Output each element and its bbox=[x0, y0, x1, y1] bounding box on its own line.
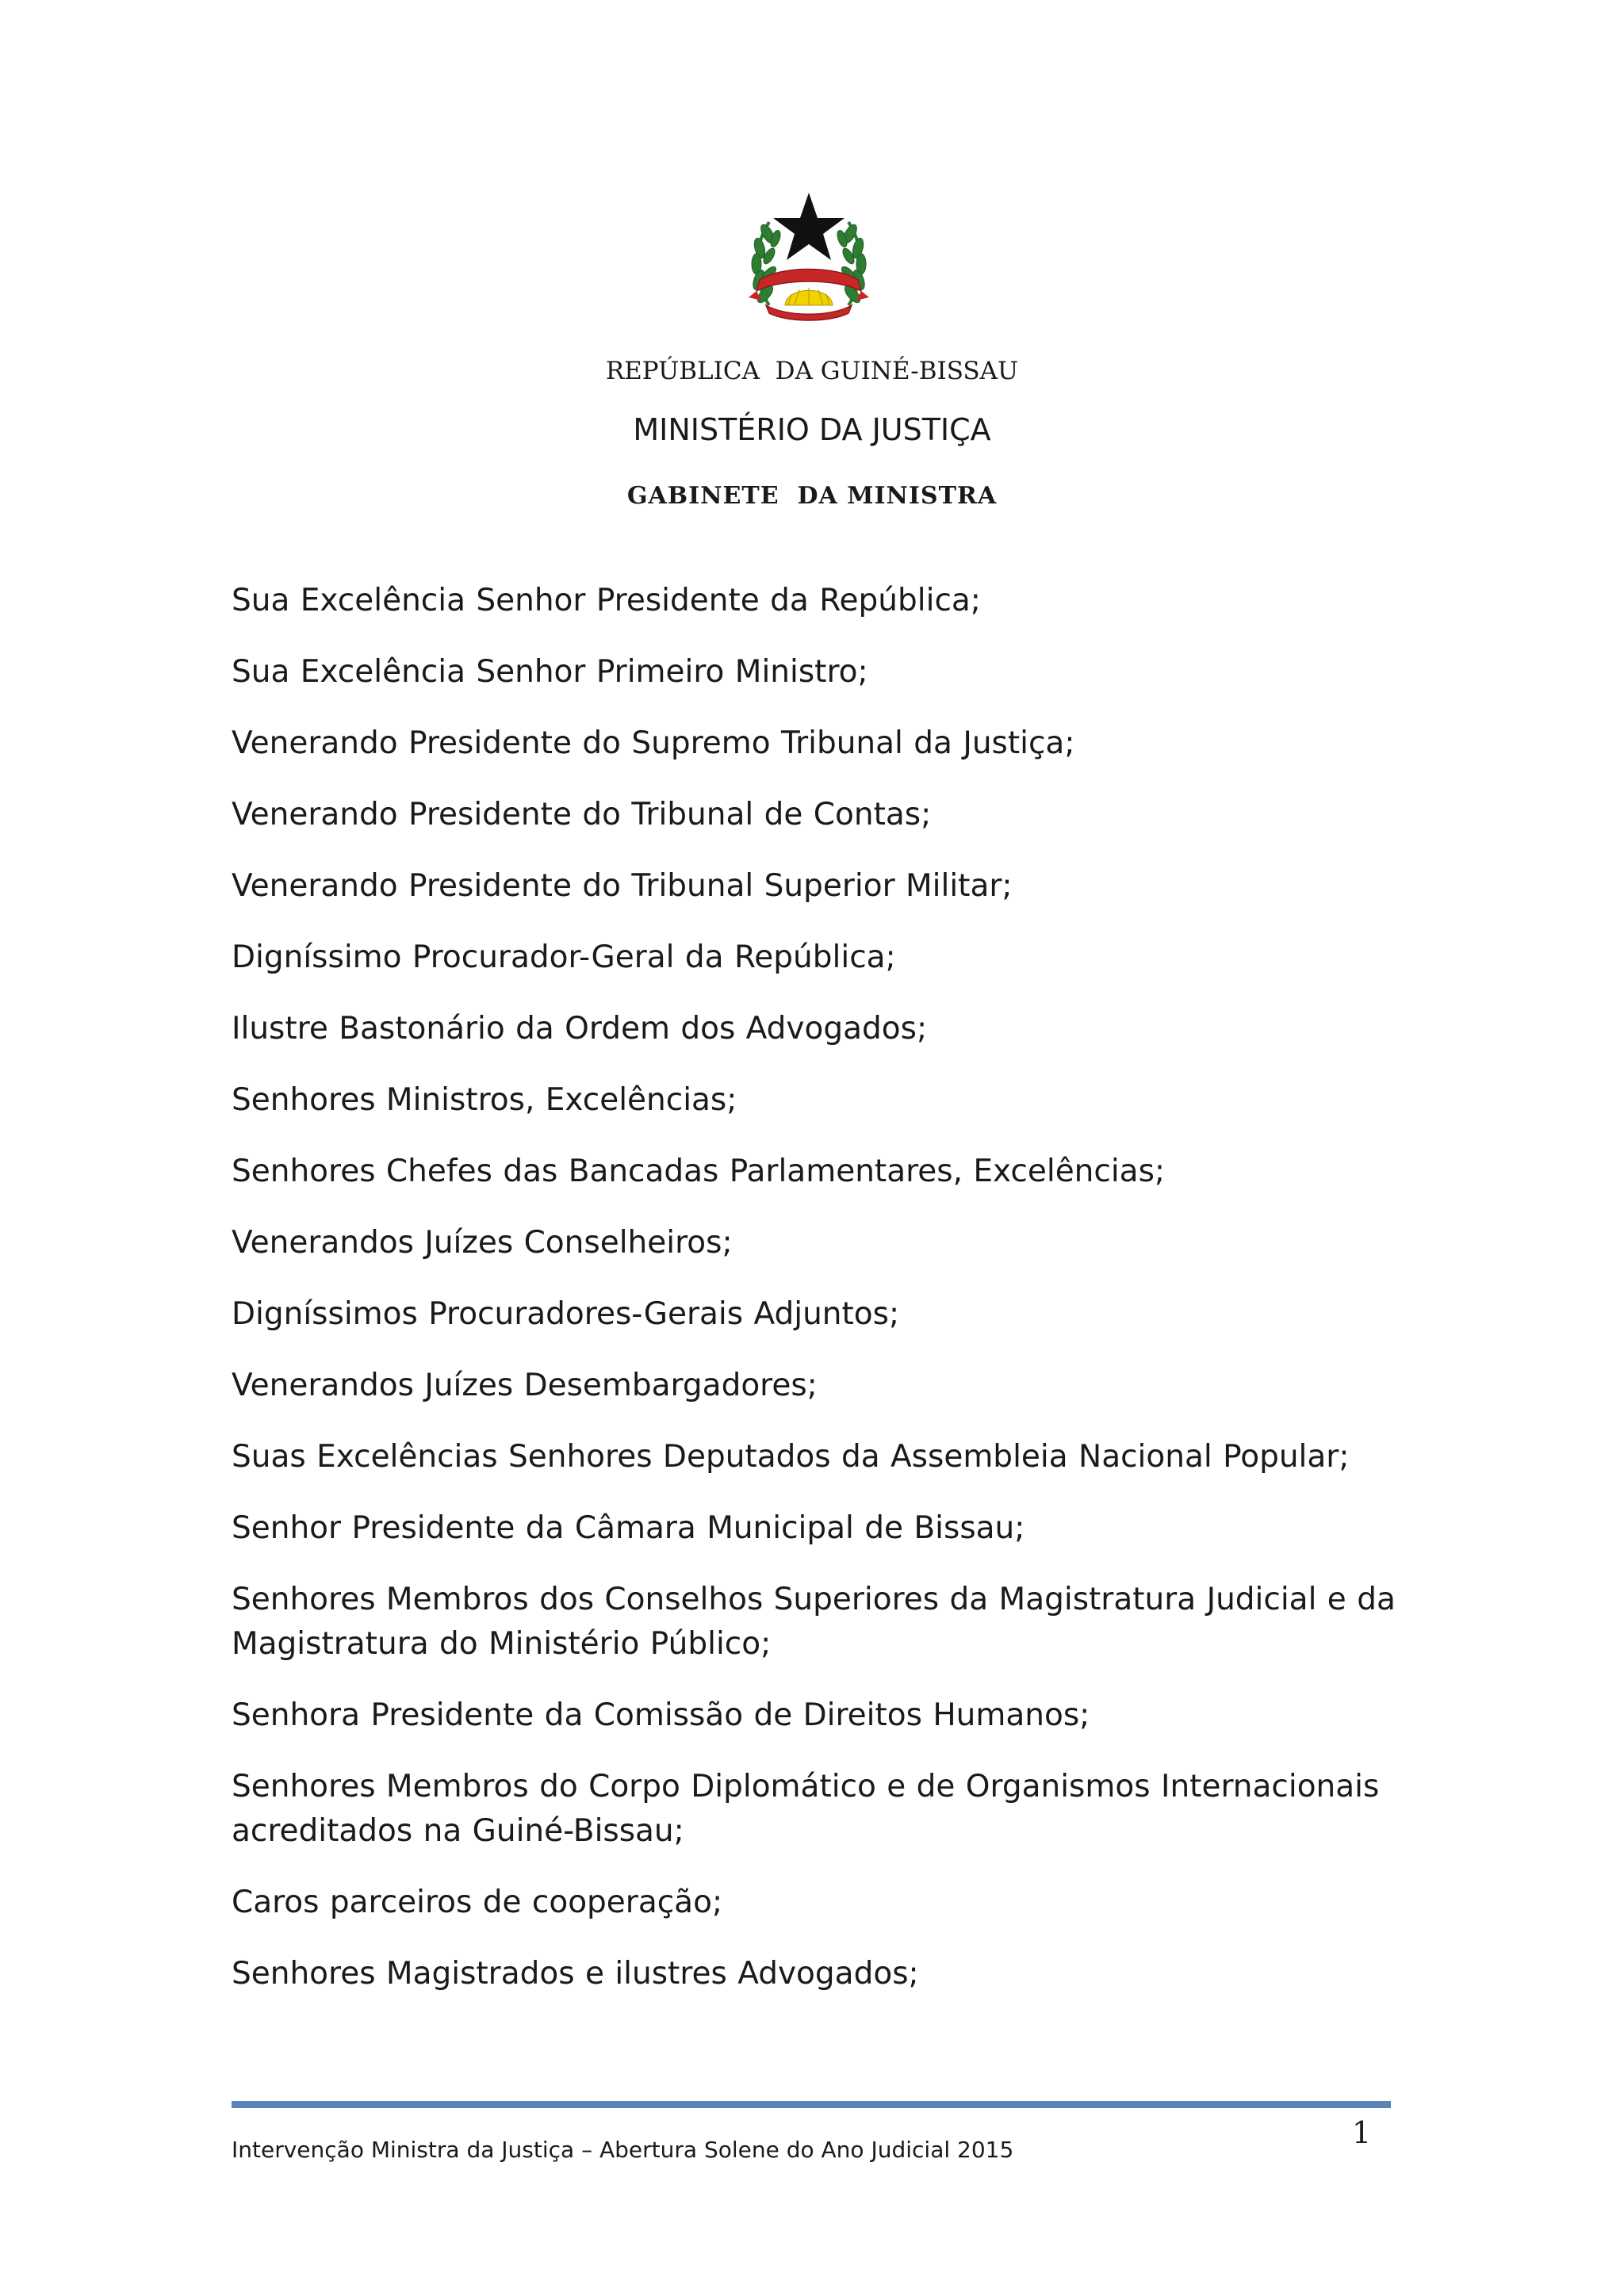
addressee-item: Senhor Presidente da Câmara Municipal de Bissau; bbox=[232, 1510, 1025, 1546]
addressee-item: Senhores Membros dos Conselhos Superiores da Magistratura Judicial e da Magistratura do Ministério Público; bbox=[232, 1582, 1396, 1662]
addressee-item: Suas Excelências Senhores Deputados da Assembleia Nacional Popular; bbox=[232, 1439, 1350, 1475]
addressee-item: Senhora Presidente da Comissão de Direitos Humanos; bbox=[232, 1697, 1090, 1733]
addressee-item: Senhores Membros do Corpo Diplomático e de Organismos Internacionais acreditados na Guiné-Bissau; bbox=[232, 1769, 1380, 1849]
addressee-item: Sua Excelência Senhor Primeiro Ministro; bbox=[232, 654, 868, 690]
coat-of-arms-icon bbox=[737, 186, 880, 329]
republic-heading: REPÚBLICA DA GUINÉ-BISSAU bbox=[605, 357, 1019, 385]
footer-caption: Intervenção Ministra da Justiça – Abertura Solene do Ano Judicial 2015 bbox=[232, 2137, 1014, 2163]
addressee-item: Digníssimo Procurador-Geral da República; bbox=[232, 939, 896, 975]
addressee-item: Senhores Chefes das Bancadas Parlamentares, Excelências; bbox=[232, 1154, 1166, 1189]
addressee-item: Venerandos Juízes Desembargadores; bbox=[232, 1368, 818, 1403]
addressee-list bbox=[232, 579, 1405, 2023]
addressee-item: Sua Excelência Senhor Presidente da República; bbox=[232, 583, 981, 618]
footer-divider bbox=[232, 2101, 1391, 2108]
addressee-item: Venerando Presidente do Supremo Tribunal da Justiça; bbox=[232, 725, 1075, 761]
addressee-item: Caros parceiros de cooperação; bbox=[232, 1885, 723, 1920]
addressee-item: Senhores Magistrados e ilustres Advogados; bbox=[232, 1956, 919, 1992]
addressee-item: Digníssimos Procuradores-Gerais Adjuntos; bbox=[232, 1296, 900, 1332]
addressee-item: Venerandos Juízes Conselheiros; bbox=[232, 1225, 733, 1261]
office-heading: GABINETE DA MINISTRA bbox=[626, 482, 998, 510]
addressee-item: Venerando Presidente do Tribunal de Contas; bbox=[232, 797, 932, 832]
page-number: 1 bbox=[1352, 2115, 1372, 2150]
addressee-item: Venerando Presidente do Tribunal Superior Militar; bbox=[232, 868, 1013, 904]
addressee-item: Ilustre Bastonário da Ordem dos Advogados; bbox=[232, 1011, 928, 1047]
addressee-item: Senhores Ministros, Excelências; bbox=[232, 1082, 737, 1118]
ministry-heading: MINISTÉRIO DA JUSTIÇA bbox=[633, 412, 991, 447]
